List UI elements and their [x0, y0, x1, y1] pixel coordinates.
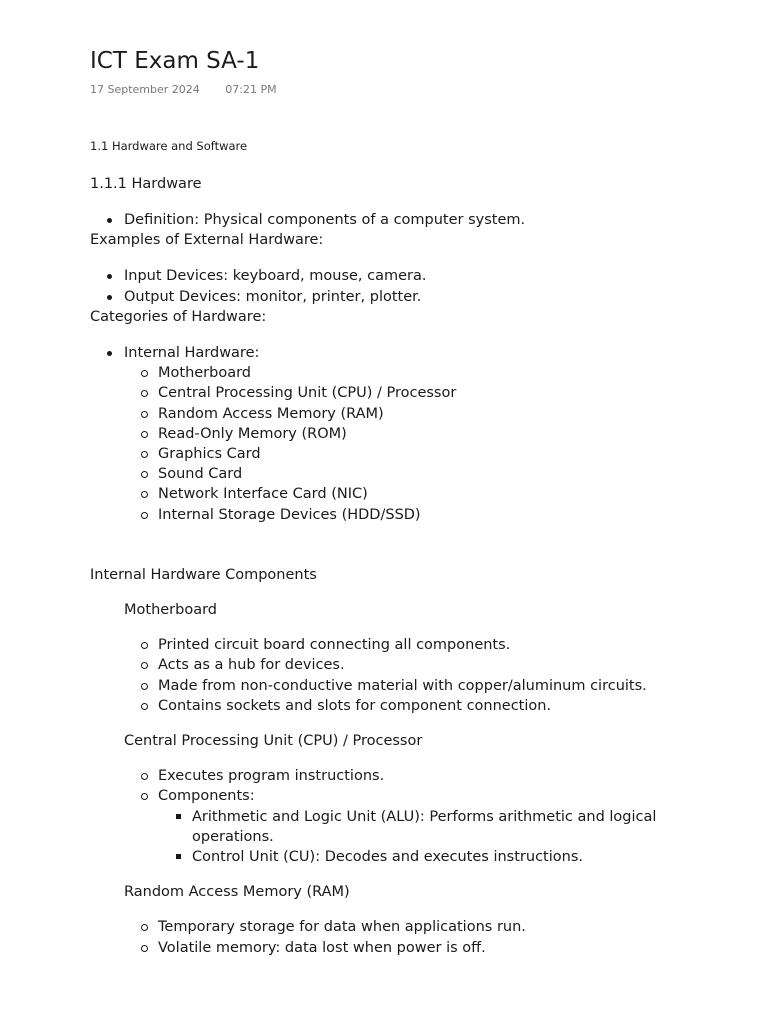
ram-heading: Random Access Memory (RAM): [124, 884, 350, 901]
section-subheading: 1.1.1 Hardware: [90, 176, 202, 192]
list-item: Contains sockets and slots for component connection.: [90, 696, 730, 716]
list-item: Executes program instructions.: [90, 766, 730, 786]
cpu-components-label: Components:: [158, 788, 255, 805]
document-date: 17 September 2024: [90, 83, 200, 96]
motherboard-heading: Motherboard: [124, 602, 218, 619]
list-item: [90, 786, 730, 867]
list-item: Graphics Card: [124, 444, 730, 464]
internal-hardware-label: Internal Hardware:: [124, 345, 260, 362]
list-item: Output Devices: monitor, printer, plotter.: [90, 287, 730, 307]
cpu-list: [90, 766, 730, 867]
external-hardware-list: [90, 266, 730, 306]
list-item: Printed circuit board connecting all components.: [90, 635, 730, 655]
document-time: 07:21 PM: [225, 83, 277, 96]
components-heading: Internal Hardware Components: [90, 566, 317, 583]
list-item: Definition: Physical components of a computer system.: [90, 210, 730, 230]
list-item: Made from non-conductive material with copper/aluminum circuits.: [90, 676, 730, 696]
list-item: Central Processing Unit (CPU) / Processor: [124, 383, 730, 403]
list-item: Acts as a hub for devices.: [90, 655, 730, 675]
list-item: Random Access Memory (RAM): [124, 404, 730, 424]
list-item: Internal Storage Devices (HDD/SSD): [124, 505, 730, 525]
definition-list: [90, 210, 730, 230]
list-item: Control Unit (CU): Decodes and executes instructions.: [158, 847, 730, 867]
ram-list: [90, 917, 730, 957]
list-item: Sound Card: [124, 464, 730, 484]
list-item: Read-Only Memory (ROM): [124, 424, 730, 444]
list-item: Network Interface Card (NIC): [124, 484, 730, 504]
categories-label: Categories of Hardware:: [90, 308, 267, 325]
document-title: ICT Exam SA-1: [90, 48, 260, 74]
internal-hardware-list: [124, 363, 730, 525]
cpu-components-list: [158, 807, 730, 868]
list-item: Arithmetic and Logic Unit (ALU): Performs arithmetic and logical operations.: [158, 807, 730, 847]
list-item: [90, 343, 730, 525]
section-heading: 1.1 Hardware and Software: [90, 139, 248, 153]
list-item: Volatile memory: data lost when power is off.: [90, 938, 730, 958]
document-content: [90, 138, 730, 958]
categories-list: [90, 343, 730, 525]
list-item: Input Devices: keyboard, mouse, camera.: [90, 266, 730, 286]
list-item: Temporary storage for data when applications run.: [90, 917, 730, 937]
external-label: Examples of External Hardware:: [90, 232, 324, 249]
document-meta: [90, 83, 277, 96]
motherboard-list: [90, 635, 730, 716]
list-item: Motherboard: [124, 363, 730, 383]
cpu-heading: Central Processing Unit (CPU) / Processor: [124, 733, 423, 750]
